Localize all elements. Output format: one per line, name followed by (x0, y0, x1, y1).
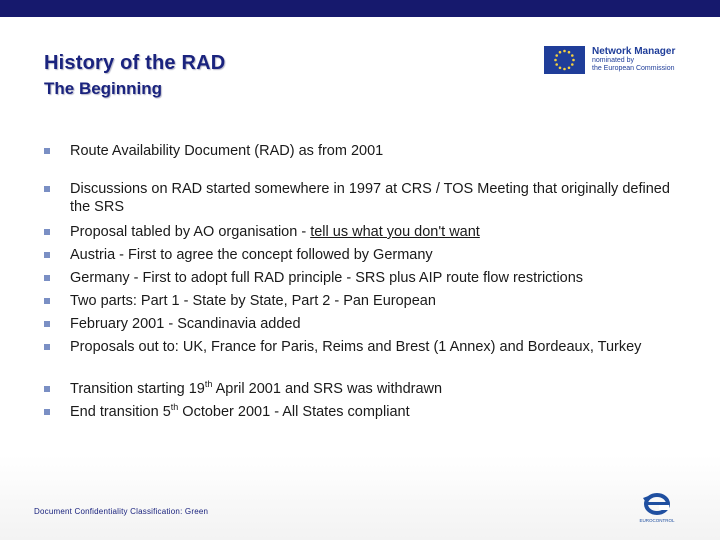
confidentiality-classification: Document Confidentiality Classification: Green (34, 507, 209, 516)
bullet-square-icon (44, 344, 50, 350)
bullet-square-icon (44, 229, 50, 235)
page-subtitle: The Beginning (44, 79, 163, 98)
logo-title: Network Manager (592, 46, 676, 57)
eurocontrol-logo-icon (639, 491, 675, 525)
eu-flag-icon (544, 46, 585, 74)
underlined-phrase: tell us what you don't want (310, 224, 480, 240)
bullet-square-icon (44, 252, 50, 258)
network-manager-logo (544, 46, 694, 76)
logo-text: EUROCONTROL (639, 518, 675, 523)
logo-line2: nominated by (592, 57, 635, 64)
bullet-square-icon (44, 409, 50, 415)
bullet-square-icon (44, 386, 50, 392)
bullet-square-icon (44, 186, 50, 192)
bullet-square-icon (44, 298, 50, 304)
bullet-square-icon (44, 275, 50, 281)
slide: History of the RAD The Beginning Network Manager nominated by the European Commission Route Availability Document (RAD) as from 2001 Discussions on RAD started somewhere in 1997 at CRS / TOS Meeting that originally defined the SRS Proposal tabled by AO organisation - tell us what you don't want Austria - First to agree the concept followed by Germany Germany - First to adopt full RAD principle - SRS plus AIP route flow restrictions Two parts: Part 1 - State by State, Part 2 - Pan European February 2001 - Scandinavia added Proposals out to: UK, France for Paris, Reims and Brest (1 Annex) and Bordeaux, Turkey Transition starting 19th April 2001 and SRS was withdrawn End transition 5th October 2001 - All States compliant Document Confidentiality Classification: Green EUROCONTROL (0, 0, 720, 540)
footer (0, 455, 720, 540)
top-bar (0, 0, 720, 17)
logo-line3: the European Commission (592, 65, 675, 72)
bullet-square-icon (44, 321, 50, 327)
page-title: History of the RAD (44, 52, 226, 74)
bullet-square-icon (44, 148, 50, 154)
